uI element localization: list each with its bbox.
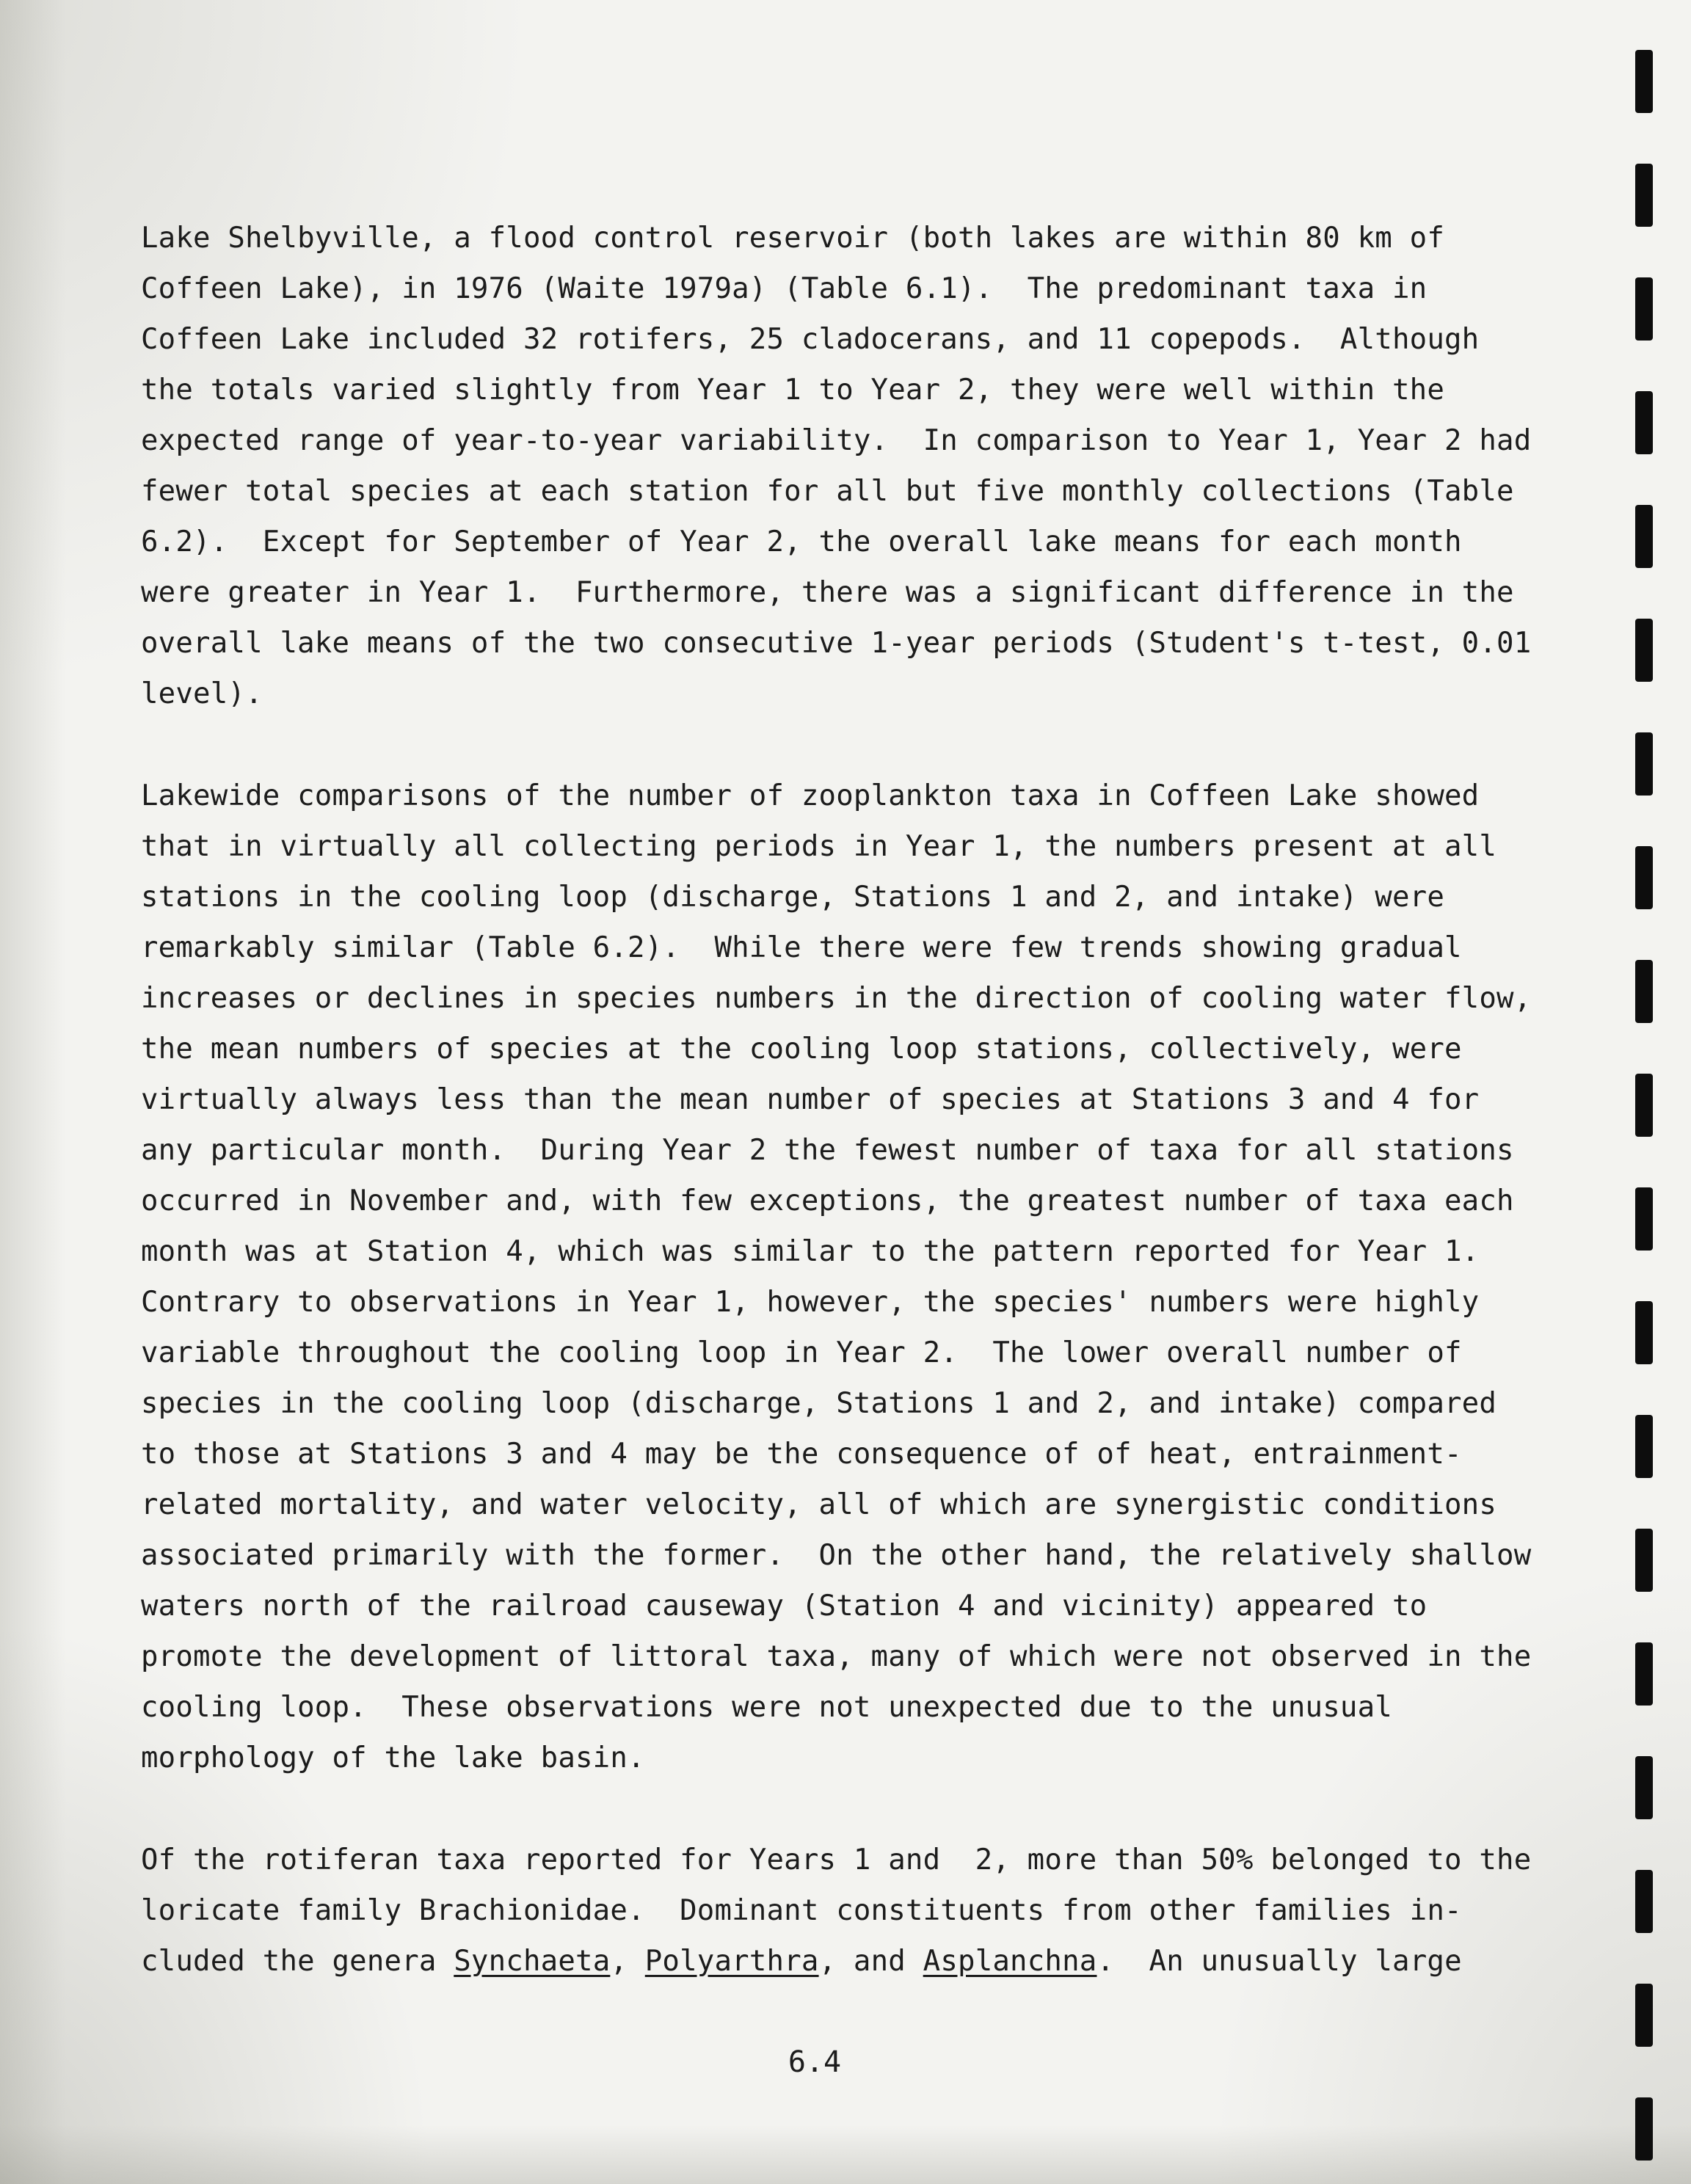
binding-mark [1635,164,1653,227]
text-line: Contrary to observations in Year 1, however, the species' numbers were highly [141,1286,1480,1319]
binding-mark [1635,619,1653,682]
binding-mark [1635,1984,1653,2047]
text-line: species in the cooling loop (discharge, Stations 1 and 2, and intake) compared [141,1387,1497,1420]
text-line: remarkably similar (Table 6.2). While there were few trends showing gradual [141,931,1462,964]
text-line: loricate family Brachionidae. Dominant constituents from other families in- [141,1894,1462,1927]
binding-mark [1635,505,1653,568]
text-line: increases or declines in species numbers in the direction of cooling water flow, [141,982,1532,1015]
binding-mark [1635,732,1653,796]
text-line: overall lake means of the two consecutive 1-year periods (Student's t-test, 0.01 [141,627,1532,660]
text-line: promote the development of littoral taxa, many of which were not observed in the [141,1640,1532,1673]
text-line: were greater in Year 1. Furthermore, there was a significant difference in the [141,576,1514,609]
text-line: virtually always less than the mean number of species at Stations 3 and 4 for [141,1083,1480,1116]
text-line: that in virtually all collecting periods in Year 1, the numbers present at all [141,830,1497,863]
paragraph-1 [141,213,1532,719]
text-line: cooling loop. These observations were not unexpected due to the unusual [141,1691,1392,1724]
text-line: any particular month. During Year 2 the fewest number of taxa for all stations [141,1134,1514,1167]
text-line: 6.2). Except for September of Year 2, the overall lake means for each month [141,525,1462,558]
text-line: morphology of the lake basin. [141,1741,645,1774]
text-fragment: . An unusually large [1097,1945,1462,1978]
binding-mark [1635,1074,1653,1137]
text-line: Coffeen Lake included 32 rotifers, 25 cladocerans, and 11 copepods. Although [141,323,1480,356]
binding-mark [1635,2097,1653,2161]
text-line: Lakewide comparisons of the number of zooplankton taxa in Coffeen Lake showed [141,779,1480,812]
binding-mark [1635,1870,1653,1933]
text-line: associated primarily with the former. On the other hand, the relatively shallow [141,1539,1532,1572]
text-line: Of the rotiferan taxa reported for Years 1 and 2, more than 50% belonged to the [141,1843,1532,1877]
text-line: to those at Stations 3 and 4 may be the consequence of of heat, entrainment- [141,1438,1462,1471]
binding-mark [1635,960,1653,1023]
text-line: related mortality, and water velocity, all of which are synergistic conditions [141,1488,1497,1521]
text-line: month was at Station 4, which was similar to the pattern reported for Year 1. [141,1235,1480,1268]
genus-asplanchna: Asplanchna [923,1945,1097,1978]
text-line: Lake Shelbyville, a flood control reservoir (both lakes are within 80 km of [141,222,1444,255]
text-line: the totals varied slightly from Year 1 to Year 2, they were well within the [141,374,1444,407]
page-number: 6.4 [788,2045,842,2079]
text-line: variable throughout the cooling loop in Year 2. The lower overall number of [141,1336,1462,1369]
text-fragment: , and [818,1945,923,1978]
text-line-with-genera [141,1936,1513,1987]
binding-mark [1635,1756,1653,1819]
text-fragment: , [610,1945,645,1978]
genus-polyarthra: Polyarthra [644,1945,819,1978]
binding-mark [1635,391,1653,454]
binding-mark [1635,1187,1653,1251]
binding-mark [1635,846,1653,909]
paragraph-2 [141,771,1532,1783]
genus-synchaeta: Synchaeta [454,1945,611,1978]
binding-mark [1635,1301,1653,1364]
binding-mark [1635,1642,1653,1706]
binding-mark [1635,1529,1653,1592]
text-line: fewer total species at each station for all but five monthly collections (Table [141,475,1514,508]
text-line: level). [141,677,263,710]
text-line: Coffeen Lake), in 1976 (Waite 1979a) (Table 6.1). The predominant taxa in [141,272,1428,305]
binding-mark [1635,1415,1653,1478]
text-fragment: cluded the genera [141,1945,454,1978]
text-line: stations in the cooling loop (discharge, Stations 1 and 2, and intake) were [141,881,1444,914]
binding-mark [1635,50,1653,113]
text-line: expected range of year-to-year variability. In comparison to Year 1, Year 2 had [141,424,1532,457]
text-line: occurred in November and, with few exceptions, the greatest number of taxa each [141,1184,1514,1217]
binding-mark [1635,277,1653,341]
text-line: waters north of the railroad causeway (Station 4 and vicinity) appeared to [141,1590,1428,1623]
paragraph-3 [141,1835,1532,1987]
text-line: the mean numbers of species at the cooling loop stations, collectively, were [141,1033,1462,1066]
